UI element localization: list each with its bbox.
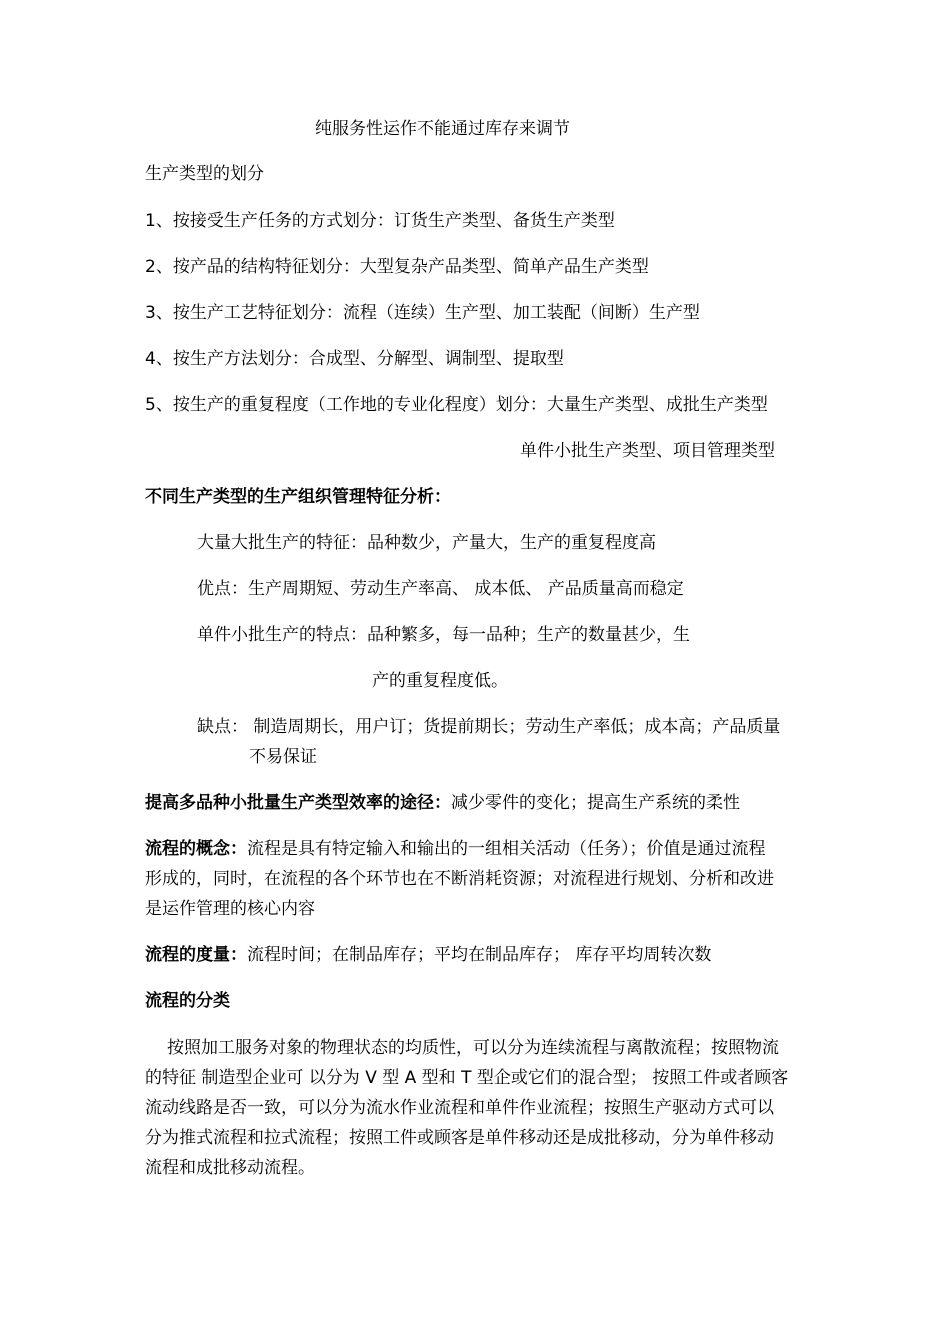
section-title-classification: 流程的分类 xyxy=(145,991,230,1011)
advantages-text: 优点：生产周期短、劳动生产率高、 成本低、 产品质量高而稳定 xyxy=(197,579,684,599)
list-item: 1、按接受生产任务的方式划分：订货生产类型、备货生产类型 xyxy=(145,211,615,231)
classify-line: 分为推式流程和拉式流程；按照工件或顾客是单件移动还是成批移动，分为单件移动 xyxy=(145,1128,774,1148)
disadvantages-text: 缺点： 制造周期长，用户订；货提前期长；劳动生产率低；成本高；产品质量 xyxy=(197,717,781,737)
classify-line: 流动线路是否一致，可以分为流水作业流程和单件作业流程；按照生产驱动方式可以 xyxy=(145,1098,774,1118)
measure-label: 流程的度量： xyxy=(145,945,247,965)
mass-production-features: 大量大批生产的特征：品种数少，产量大，生产的重复程度高 xyxy=(197,533,656,553)
section-title-analysis: 不同生产类型的生产组织管理特征分析： xyxy=(145,487,451,507)
single-batch-features: 单件小批生产的特点：品种繁多，每一品种；生产的数量甚少，生 xyxy=(197,625,690,645)
concept-line-2: 形成的，同时，在流程的各个环节也在不断消耗资源；对流程进行规划、分析和改进 xyxy=(145,869,774,889)
section-title-production-types: 生产类型的划分 xyxy=(145,164,264,184)
concept-line-3: 是运作管理的核心内容 xyxy=(145,899,315,919)
list-item: 4、按生产方法划分：合成型、分解型、调制型、提取型 xyxy=(145,349,564,369)
concept-text: 流程是具有特定输入和输出的一组相关活动（任务）；价值是通过流程 xyxy=(247,839,766,859)
classify-line: 流程和成批移动流程。 xyxy=(145,1158,315,1178)
classify-line: 的特征 制造型企业可 以分为 V 型 A 型和 T 型企或它们的混合型； 按照工件或者顾客 xyxy=(145,1068,789,1088)
list-item-continuation: 单件小批生产类型、项目管理类型 xyxy=(520,441,775,461)
list-item: 2、按产品的结构特征划分：大型复杂产品类型、简单产品生产类型 xyxy=(145,257,649,277)
measure-text: 流程时间；在制品库存；平均在制品库存； 库存平均周转次数 xyxy=(247,945,712,965)
measure-paragraph xyxy=(145,944,711,966)
concept-label: 流程的概念： xyxy=(145,839,247,859)
classify-line: 按照加工服务对象的物理状态的均质性，可以分为连续流程与离散流程；按照物流 xyxy=(167,1038,779,1058)
efficiency-label: 提高多品种小批量生产类型效率的途径： xyxy=(145,793,451,813)
single-batch-features-cont: 产的重复程度低。 xyxy=(372,671,508,691)
concept-line-1 xyxy=(145,838,766,860)
efficiency-paragraph xyxy=(145,792,740,814)
disadvantages-text-cont: 不易保证 xyxy=(249,747,317,767)
list-item: 5、按生产的重复程度（工作地的专业化程度）划分：大量生产类型、成批生产类型 xyxy=(145,395,768,415)
list-item: 3、按生产工艺特征划分：流程（连续）生产型、加工装配（间断）生产型 xyxy=(145,303,700,323)
efficiency-text: 减少零件的变化；提高生产系统的柔性 xyxy=(451,793,740,813)
page-heading: 纯服务性运作不能通过库存来调节 xyxy=(315,119,570,139)
